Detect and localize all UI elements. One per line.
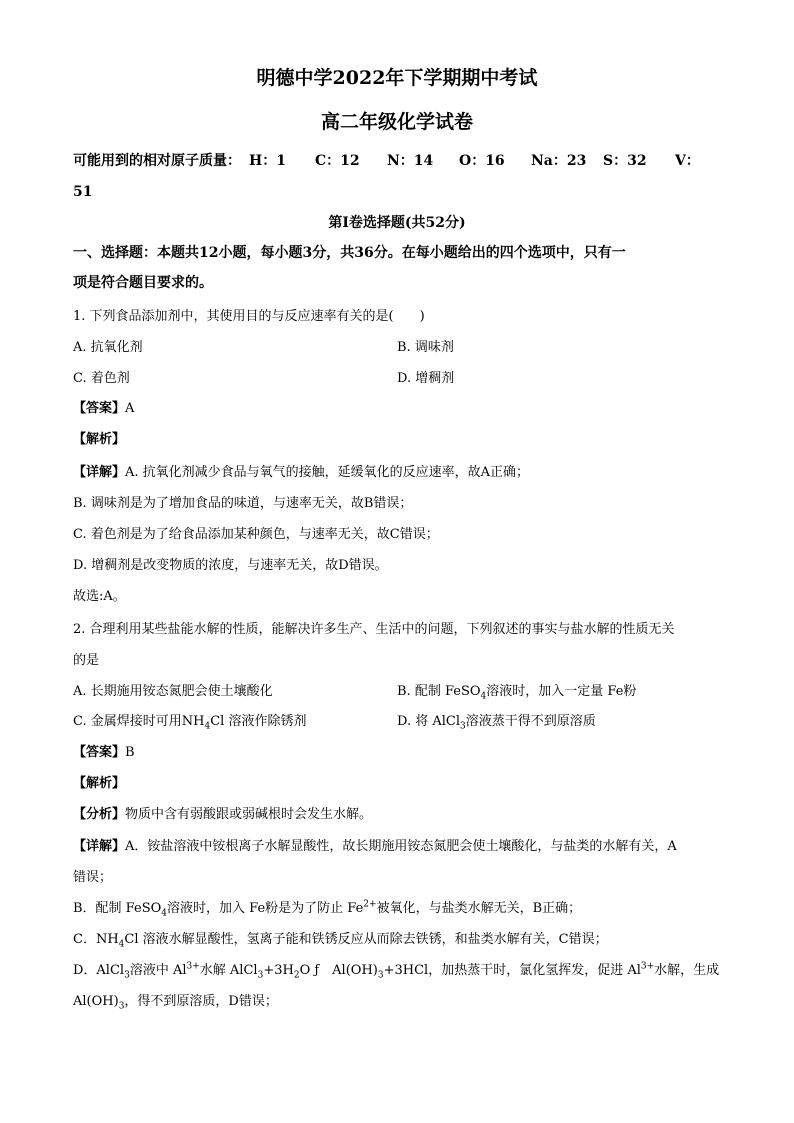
mass-v: V： bbox=[675, 153, 700, 169]
q2-stem-1: 2. 合理利用某些盐能水解的性质，能解决许多生产、生活中的问题，下列叙述的事实与盐水解的性质无关 bbox=[73, 622, 675, 637]
analysis-label: 【分析】 bbox=[73, 807, 126, 822]
q2-option-c-pre: C. 金属焊接时可用NH bbox=[73, 714, 205, 729]
q2-detail-d-1f: 3 bbox=[257, 970, 264, 981]
q2-detail-d-1c: 溶液中 Al bbox=[129, 963, 187, 978]
q2-detail-d-1d: 3+ bbox=[186, 961, 200, 972]
q1-stem: 1. 下列食品添加剂中，其使用目的与反应速率有关的是( ) bbox=[73, 309, 425, 324]
q2-detail-b-mid: 溶液时，加入 Fe粉是为了防止 Fe bbox=[167, 901, 364, 916]
q2-answer-value: B bbox=[125, 745, 135, 760]
q1-answer bbox=[73, 399, 721, 419]
q2-options-row-2 bbox=[73, 712, 721, 732]
q2-detail-d-1i: O ƒ Al(OH) bbox=[299, 963, 378, 978]
q2-analysis-tag: 【解析】 bbox=[73, 776, 126, 791]
q2-detail-d-1e: 水解 AlCl bbox=[199, 963, 258, 978]
q2-detail-d-2 bbox=[73, 992, 721, 1012]
q1-analysis-tag: 【解析】 bbox=[73, 432, 126, 447]
q2-detail-c-sub: 4 bbox=[118, 939, 125, 950]
q2-stem-2: 的是 bbox=[73, 653, 100, 668]
q2-option-b bbox=[397, 682, 636, 702]
q1-option-a: A. 抗氧化剂 bbox=[73, 340, 143, 355]
q1-options-row-1 bbox=[73, 338, 721, 358]
q2-option-d-pre: D. 将 AlCl bbox=[397, 714, 461, 729]
q2-detail-d-1b: 3 bbox=[124, 970, 130, 981]
q2-option-d-post: 溶液蒸干得不到原溶质 bbox=[465, 714, 596, 729]
q2-detail-c-post: Cl 溶液水解显酸性，氢离子能和铁锈反应从而除去铁锈，和盐类水解有关，C错误； bbox=[124, 932, 608, 947]
q1-detail-2: B. 调味剂是为了增加食品的味道，与速率无关，故B错误； bbox=[73, 496, 413, 511]
q2-options-row-1 bbox=[73, 682, 721, 702]
detail-tag: 【详解】 bbox=[73, 839, 126, 854]
exam-title: 明德中学2022年下学期期中考试 bbox=[256, 67, 538, 89]
q2-detail-b-sub: 4 bbox=[161, 908, 167, 919]
answer-tag: 【答案】 bbox=[73, 745, 126, 760]
q2-detail-a-1 bbox=[73, 837, 721, 857]
mass-c: C：12 bbox=[315, 153, 360, 169]
exam-subtitle: 高二年级化学试卷 bbox=[320, 111, 473, 133]
q2-option-b-pre: B. 配制 FeSO bbox=[397, 684, 481, 699]
mass-h: H：1 bbox=[249, 153, 286, 169]
q1-option-b: B. 调味剂 bbox=[397, 340, 454, 355]
q2-option-b-post: 溶液时，加入一定量 Fe粉 bbox=[486, 684, 637, 699]
instruction-line-1: 一、选择题：本题共12小题，每小题3分，共36分。在每小题给出的四个选项中，只有一 bbox=[73, 245, 626, 261]
q2-detail-d-1 bbox=[73, 961, 721, 981]
section-heading: 第I卷选择题(共52分) bbox=[328, 215, 466, 231]
mass-o: O：16 bbox=[459, 153, 505, 169]
q1-options-row-2 bbox=[73, 369, 721, 389]
q2-answer bbox=[73, 743, 721, 763]
q1-detail-1-text: A. 抗氧化剂减少食品与氧气的接触，延缓氧化的反应速率，故A正确； bbox=[125, 465, 530, 480]
q2-detail-b bbox=[73, 899, 721, 919]
q2-detail-c bbox=[73, 930, 721, 950]
q2-detail-d-1a: D．AlCl bbox=[73, 963, 125, 978]
q1-option-d: D. 增稠剂 bbox=[397, 371, 455, 386]
q2-detail-c-pre: C．NH bbox=[73, 932, 119, 947]
q2-detail-d-1j: 3 bbox=[377, 970, 384, 981]
q2-option-c-sub: 4 bbox=[204, 721, 211, 732]
q1-detail-1 bbox=[73, 463, 721, 483]
q2-detail-a-2: 错误； bbox=[73, 870, 113, 885]
mass-na: Na：23 bbox=[531, 153, 587, 169]
q1-conclusion: 故选:A。 bbox=[73, 589, 126, 604]
detail-tag: 【详解】 bbox=[73, 465, 126, 480]
q2-option-a: A. 长期施用铵态氮肥会使土壤酸化 bbox=[73, 684, 273, 699]
q2-detail-b-post: 被氧化，与盐类水解无关，B正确； bbox=[376, 901, 582, 916]
q2-detail-d-2a: Al(OH) bbox=[73, 994, 119, 1009]
q2-option-c bbox=[73, 714, 307, 732]
q2-detail-a-1-text: A．铵盐溶液中铵根离子水解显酸性，故长期施用铵态氮肥会使土壤酸化，与盐类的水解有关，A bbox=[125, 839, 677, 854]
q2-option-d-sub: 3 bbox=[460, 721, 466, 732]
atomic-mass-line bbox=[73, 151, 721, 171]
q2-detail-d-1g: +3H bbox=[263, 963, 294, 978]
q2-option-d bbox=[397, 712, 596, 732]
q2-analysis-text: 物质中含有弱酸跟或弱碱根时会发生水解。 bbox=[125, 807, 373, 822]
q2-option-b-sub: 4 bbox=[480, 691, 487, 702]
q2-detail-d-1l: 3+ bbox=[640, 961, 655, 972]
q2-option-c-post: Cl 溶液作除锈剂 bbox=[210, 714, 307, 729]
q2-detail-d-2c: ，得不到原溶质，D错误； bbox=[124, 994, 278, 1009]
q2-detail-b-pre: B．配制 FeSO bbox=[73, 901, 162, 916]
q2-detail-d-1k: +3HCl，加热蒸干时，氯化氢挥发，促进 Al bbox=[383, 963, 641, 978]
q1-detail-4: D. 增稠剂是改变物质的浓度，与速率无关，故D错误。 bbox=[73, 558, 388, 573]
q1-detail-3: C. 着色剂是为了给食品添加某种颜色，与速率无关，故C错误； bbox=[73, 527, 439, 542]
q1-answer-value: A bbox=[125, 401, 135, 416]
q2-detail-d-2b: 3 bbox=[118, 1001, 125, 1012]
q1-option-c: C. 着色剂 bbox=[73, 371, 130, 386]
answer-tag: 【答案】 bbox=[73, 401, 126, 416]
q2-analysis bbox=[73, 805, 721, 825]
q2-detail-b-sup: 2+ bbox=[363, 899, 377, 910]
mass-n: N：14 bbox=[387, 153, 434, 169]
q2-detail-d-1h: 2 bbox=[293, 970, 300, 981]
atomic-mass-prefix: 可能用到的相对原子质量： bbox=[73, 153, 241, 169]
instruction-line-2: 项是符合题目要求的。 bbox=[73, 275, 213, 291]
q2-detail-d-1m: 水解，生成 bbox=[654, 963, 720, 978]
mass-s: S：32 bbox=[603, 153, 647, 169]
atomic-mass-wrap: 51 bbox=[73, 184, 93, 200]
